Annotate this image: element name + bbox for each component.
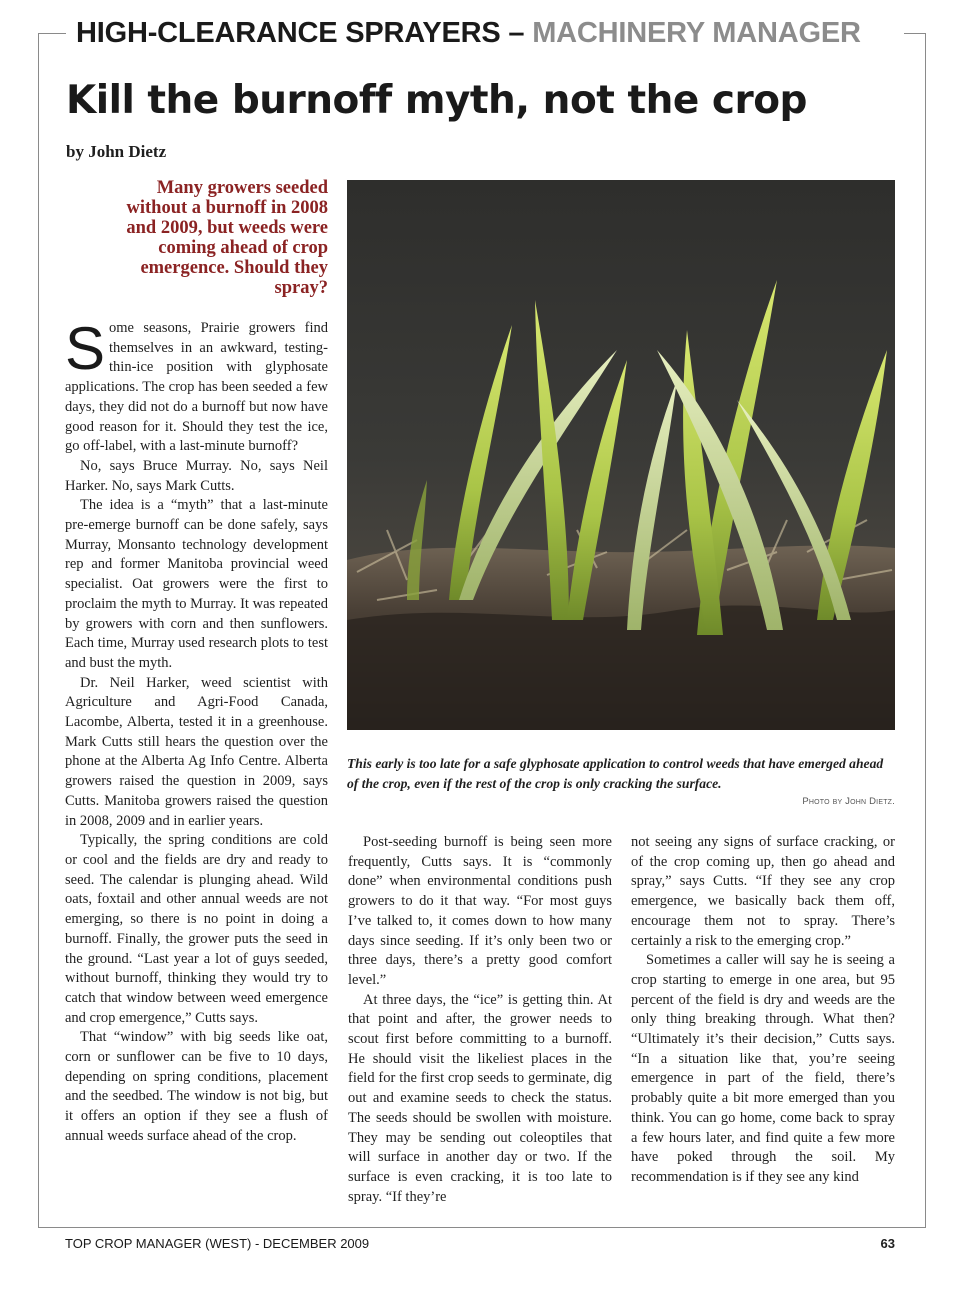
footer-publication: TOP CROP MANAGER (WEST) - DECEMBER 2009 [65,1236,370,1251]
text-column-1 [65,315,328,1147]
paragraph-5: Typically, the spring conditions are cold or cool and the fields are dry and ready to seed. The calendar is plunging ahead. Wild oats, foxtail and other annual weeds are not emerging, so there is no point in doing a burnoff. Finally, the grower puts the seed in the ground. “Last year a lot of guys seeded, without burnoff, thinking they would try to catch that window between weed emergence and crop emergence,” Cutts says. [65,832,328,1026]
paragraph-4: Dr. Neil Harker, weed scientist with Agriculture and Agri-Food Canada, Lacombe, Alberta, tested it in a greenhouse. Mark Cutts still hears the question over the phone at the Alberta Ag Info Centre. Alberta growers raised the question in 2009, says Cutts. Manitoba growers raised the question in 2008, 2009 and in earlier years. [65,674,328,829]
department-label: MACHINERY MANAGER [532,17,861,49]
paragraph-8: At three days, the “ice” is getting thin. At that point and after, the grower needs to scout first before committing to a burnoff. He should visit the likeliest places in the field for the first crop seeds to germinate, dig out and examine seeds to check the status. The seeds should be swollen with moisture. They may be sending out coleoptiles that will surface in another day or two. If the surface is even cracking, it is too late to spray. “If they’re [348,991,612,1205]
frame-top-rule-left [38,33,66,34]
section-label: HIGH-CLEARANCE SPRAYERS [76,17,501,49]
seedlings-photo-illustration [347,180,895,730]
paragraph-9: not seeing any signs of surface cracking, or of the crop coming up, then go ahead and spray,” says Cutts. “If they see any crop emergence, we basically back them off, encourage them not to spray. There’s certainly a risk to the emerging crop.” [631,834,895,949]
text-column-3 [631,833,895,1188]
paragraph-3: The idea is a “myth” that a last-minute pre-emerge burnoff can be done safely, says Murray, Monsanto technology development rep and former Manitoba provincial weed specialist. Oat growers were the first to proclaim the myth to Murray. It was repeated by growers with corn and then sunflowers. Each time, Murray used research plots to test and bust the myth. [65,497,328,671]
paragraph-1-text: ome seasons, Prairie growers find themselves in an awkward, testing-thin-ice position with glyphosate applications. The crop has been seeded a few days, they did not do a burnoff but now have good reason for it. Should they test the ice, go off-label, with a last-minute burnoff? [65,320,328,455]
text-column-2 [348,833,612,1207]
article-headline: Kill the burnoff myth, not the crop [66,78,807,123]
paragraph-6: That “window” with big seeds like oat, corn or sunflower can be five to 10 days, depending on spring conditions, placement and the seedbed. The window is not big, but it offers an option if they see a flush of annual weeds surface ahead of the crop. [65,1029,328,1144]
section-header [70,12,904,54]
paragraph-2: No, says Bruce Murray. No, says Neil Harker. No, says Mark Cutts. [65,457,328,494]
photo-credit: Photo by John Dietz. [802,796,895,807]
page-number: 63 [880,1236,895,1251]
paragraph-1 [65,315,328,457]
article-deck: Many growers seeded without a burnoff in 2008 and 2009, but weeds were coming ahead of crop emergence. Should they spray? [126,178,328,298]
byline: by John Dietz [66,142,167,161]
paragraph-7: Post-seeding burnoff is being seen more frequently, Cutts says. It is “commonly done” when environmental conditions push growers to do it that way. “For most guys I’ve talked to, it comes down to how many days since seeding. If it’s only been two or three days, there’s a pretty good comfort level.” [348,834,612,988]
dropcap: S [65,315,106,382]
paragraph-10: Sometimes a caller will say he is seeing a crop starting to emerge in one area, but 95 percent of the field is dry and weeds are the only thing breaking through. What then? “Ultimately it’s their decision,” Cutts says. “In a situation like that, you’re seeing emergence in part of the field, there’s probably quite a bit more emerged than you think. You can go home, come back to spray a few hours later, and find quite a few more have poked through the soil. My recommendation is if they see any kind [631,952,895,1185]
photo-caption: This early is too late for a safe glyphosate application to control weeds that have emerged ahead of the crop, even if the rest of the crop is only cracking the surface. [347,756,884,791]
article-photo [347,180,895,730]
section-separator: – [500,17,533,49]
